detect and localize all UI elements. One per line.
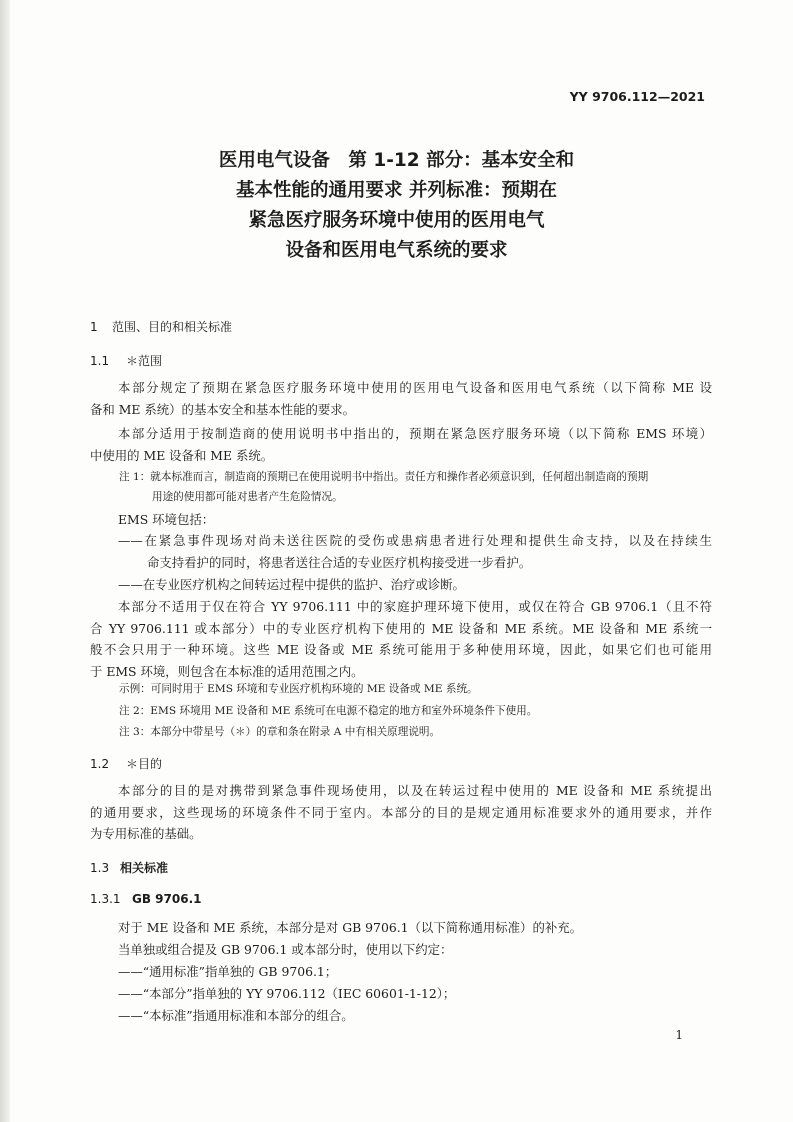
paragraph-purpose: [90, 780, 712, 845]
text-line: EMS 环境包括：: [118, 512, 215, 527]
title-line: 设备和医用电气系统的要求: [285, 240, 508, 261]
section-number: 1.3: [90, 861, 110, 875]
section-title: ＊范围: [126, 354, 163, 368]
scan-binding-edge: [0, 0, 10, 1122]
section-1-3-heading: [90, 859, 168, 876]
note-2: [119, 702, 713, 722]
paragraph-related-1: [90, 917, 712, 939]
section-title: 范围、目的和相关标准: [112, 320, 233, 334]
text-line: 对于 ME 设备和 ME 系统，本部分是对 GB 9706.1（以下简称通用标准）的补充。: [118, 920, 583, 935]
text-line: 当单独或组合提及 GB 9706.1 或本部分时，使用以下约定：: [118, 942, 453, 957]
text-line: 般不会只用于一种环境。这些 ME 设备或 ME 系统可能用于多种使用环境，因此，如果它们也可能用: [90, 642, 712, 657]
title-line: 基本性能的通用要求 并列标准：预期在: [236, 180, 557, 201]
text-line: 合 YY 9706.111 或本部分）中的专业医疗机构下使用的 ME 设备和 ME 系统。ME 设备和 ME 系统一: [90, 620, 712, 636]
section-1-heading: [90, 318, 232, 335]
paragraph-scope-3: [90, 596, 712, 682]
text-line: 于 EMS 环境，则包含在本标准的适用范围之内。: [90, 663, 364, 679]
document-title: [120, 146, 673, 266]
section-title: ＊目的: [126, 757, 163, 771]
text-line: ——“本标准”指通用标准和本部分的组合。: [118, 1008, 354, 1023]
section-number: 1: [90, 320, 98, 334]
note-line: 用途的使用都可能对患者产生危险情况。: [152, 490, 343, 503]
section-1-3-1-heading: [90, 892, 201, 906]
text-line: ——在专业医疗机构之间转运过程中提供的监护、治疗或诊断。: [118, 577, 465, 592]
dash-item-2: [118, 574, 712, 596]
page-number: 1: [675, 1028, 683, 1042]
section-title: GB 9706.1: [132, 892, 202, 906]
note-line: 注 3：本部分中带星号（＊）的章和条在附录 A 中有相关原理说明。: [119, 726, 441, 738]
text-line: ——“本部分”指单独的 YY 9706.112（IEC 60601-1-12）；: [118, 986, 456, 1001]
text-line: 本部分的目的是对携带到紧急事件现场使用，以及在转运过程中使用的 ME 设备和 ME 系统提出: [118, 783, 712, 798]
section-number: 1.2: [90, 757, 110, 771]
text-line: ——在紧急事件现场对尚未送往医院的受伤或患病患者进行处理和提供生命支持，以及在持续生: [118, 533, 712, 548]
text-line: 本部分规定了预期在紧急医疗服务环境中使用的医用电气设备和医用电气系统（以下简称 ME 设: [118, 380, 712, 395]
section-number: 1.1: [90, 354, 110, 368]
dash-item-1: [118, 530, 712, 573]
section-number: 1.3.1: [90, 892, 121, 906]
note-line: 注 1：就本标准而言，制造商的预期已在使用说明书中指出。责任方和操作者必须意识到，任何超出制造商的预期: [119, 471, 649, 483]
text-line: 本部分适用于按制造商的使用说明书中指出的，预期在紧急医疗服务环境（以下简称 EMS 环境）: [118, 426, 712, 441]
text-line: ——“通用标准”指单独的 GB 9706.1；: [118, 964, 338, 979]
paragraph-related-2: [90, 939, 712, 961]
paragraph-scope-2: [90, 423, 712, 466]
text-line: 命支持看护的同时，将患者送往合适的专业医疗机构接受进一步看护。: [147, 554, 532, 570]
ems-intro: [90, 509, 712, 531]
text-line: 中使用的 ME 设备和 ME 系统。: [90, 447, 274, 463]
section-title: 相关标准: [120, 861, 169, 875]
convention-item-3: [118, 1005, 712, 1027]
note-line: 示例：可同时用于 EMS 环境和专业医疗机构环境的 ME 设备或 ME 系统。: [119, 683, 478, 695]
note-line: 注 2：EMS 环境用 ME 设备和 ME 系统可在电源不稳定的地方和室外环境条件下使用。: [119, 705, 538, 717]
text-line: 备和 ME 系统）的基本安全和基本性能的要求。: [90, 401, 356, 417]
section-1-1-heading: [90, 352, 162, 369]
text-line: 的通用要求，这些现场的环境条件不同于室内。本部分的目的是规定通用标准要求外的通用要求，并作: [90, 804, 712, 820]
text-line: 为专用标准的基础。: [90, 826, 202, 841]
standard-number: YY 9706.112—2021: [569, 89, 705, 104]
note-1: [119, 468, 713, 507]
example: [119, 680, 713, 700]
text-line: 本部分不适用于仅在符合 YY 9706.111 中的家庭护理环境下使用，或仅在符合 GB 9706.1（且不符: [118, 599, 712, 614]
convention-item-1: [118, 961, 712, 983]
title-line: 紧急医疗服务环境中使用的医用电气: [248, 210, 545, 231]
note-3: [119, 723, 713, 743]
title-line: 医用电气设备 第 1-12 部分：基本安全和: [218, 150, 575, 171]
convention-item-2: [118, 983, 712, 1005]
paragraph-scope-1: [90, 377, 712, 420]
section-1-2-heading: [90, 755, 162, 772]
